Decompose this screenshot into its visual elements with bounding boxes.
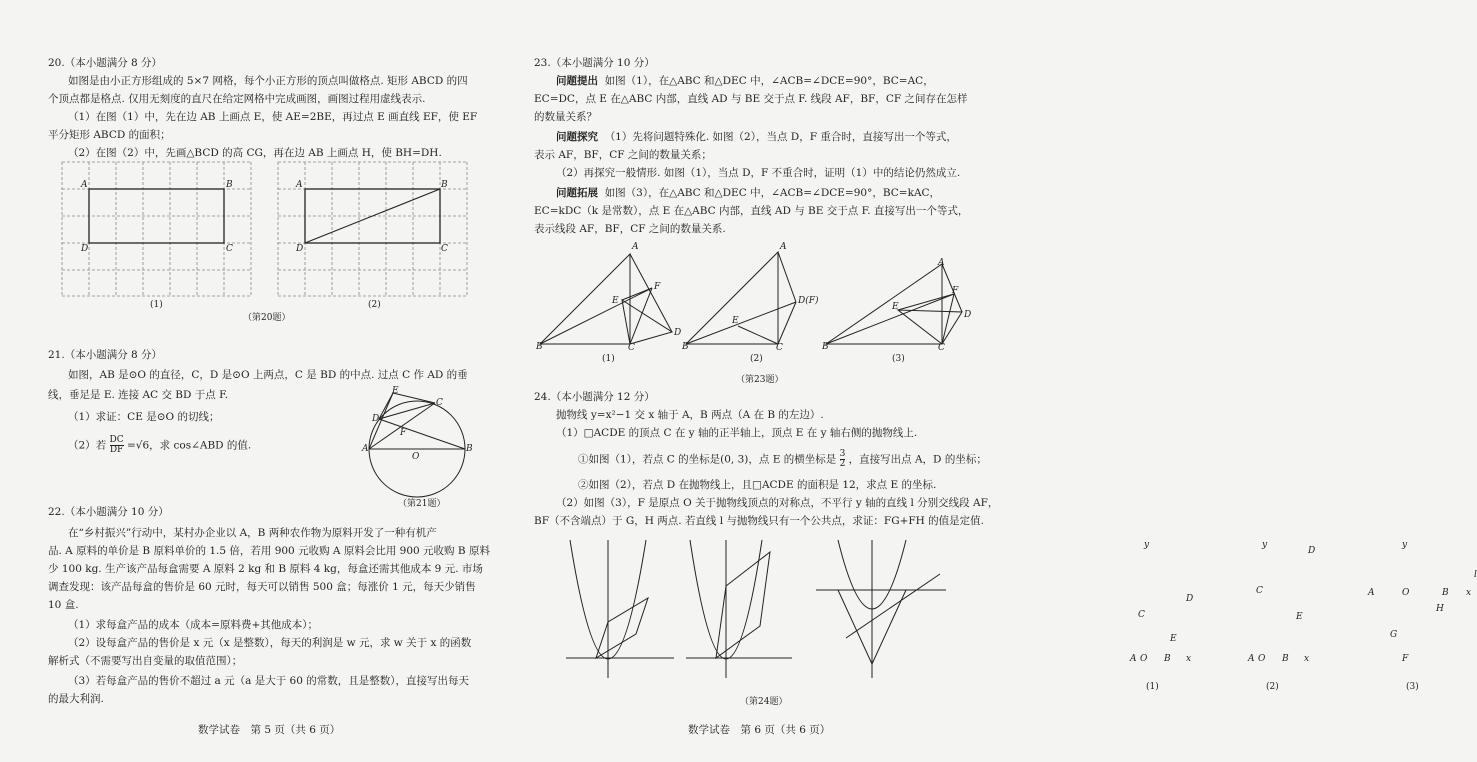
q22-text: （1）求每盒产品的成本（成本=原料费+其他成本）； — [68, 619, 319, 631]
point-label: C — [938, 343, 945, 353]
point-label: C — [1138, 610, 1145, 620]
figure-caption: (2) — [1266, 682, 1279, 692]
left-page — [0, 0, 540, 762]
fraction — [110, 436, 124, 455]
point-label: B — [682, 342, 689, 352]
q21-text: 如图，AB 是⊙O 的直径，C，D 是⊙O 上两点，C 是 BD 的中点. 过点 C 作 AD 的垂 — [68, 369, 468, 381]
q20-grid-figure-1 — [62, 162, 252, 298]
q23-text: （2）再探究一般情形. 如图（1），当点 D，F 不重合时，证明（1）中的结论仍然成立. — [556, 167, 961, 179]
point-label: O — [1140, 654, 1148, 664]
figure-caption: (2) — [750, 354, 763, 364]
q20-text: 如图是由小正方形组成的 5×7 网格，每个小正方形的顶点叫做格点. 矩形 ABCD 的四 — [68, 75, 468, 87]
q24-text: （2）如图（3），F 是原点 O 关于抛物线顶点的对称点，不平行 y 轴的直线 l 分别交线段 AF， — [556, 497, 999, 509]
point-label: E — [732, 316, 739, 326]
q20-header: 20.（本小题满分 8 分） — [48, 57, 163, 69]
point-label: B — [226, 180, 233, 190]
q20-grid-figure-2 — [278, 162, 468, 298]
point-label: F — [952, 286, 959, 296]
point-label: C — [441, 244, 448, 254]
axis-label: y — [1262, 540, 1268, 550]
point-label: A — [1368, 588, 1375, 598]
axis-label: x — [1186, 654, 1192, 664]
point-label: A — [81, 180, 88, 190]
point-label: C — [1256, 586, 1263, 596]
figure-caption: （第20题） — [243, 313, 291, 323]
q23-section-label: 问题拓展 — [556, 187, 598, 199]
point-label: A — [632, 242, 639, 252]
q24-text: （1）□ACDE 的顶点 C 在 y 轴的正半轴上，顶点 E 在 y 轴右侧的抛物线上. — [556, 427, 918, 439]
figure-caption: (2) — [368, 300, 381, 310]
fraction-numerator: 3 — [839, 449, 846, 459]
q23-section-label: 问题提出 — [556, 75, 598, 87]
point-label: B — [1164, 654, 1171, 664]
fraction-denominator: DF — [109, 445, 124, 455]
figure-caption: (1) — [1146, 682, 1159, 692]
q22-text: （2）设每盒产品的售价是 x 元（x 是整数），每天的利润是 w 元，求 w 关于 x 的函数 — [68, 637, 472, 649]
q24-text: ②如图（2），若点 D 在抛物线上，且□ACDE 的面积是 12，求点 E 的坐标. — [578, 479, 937, 491]
figure-caption: (1) — [602, 354, 615, 364]
q21-text: （1）求证：CE 是⊙O 的切线； — [68, 411, 220, 423]
point-label: B — [466, 444, 473, 454]
figure-caption: （第23题） — [736, 375, 784, 385]
point-label: A — [1130, 654, 1137, 664]
q23-text: 如图（3），在△ABC 和△DEC 中，∠ACB=∠DCE=90°，BC=kAC， — [604, 187, 941, 199]
point-label: G — [1390, 630, 1398, 640]
point-label: F — [1402, 654, 1409, 664]
q20-text: 平分矩形 ABCD 的面积； — [48, 129, 171, 141]
figure-caption: (3) — [892, 354, 905, 364]
point-label: O — [1402, 588, 1410, 598]
point-label: D — [81, 244, 89, 254]
q24-text: BF（不含端点）于 G，H 两点. 若直线 l 与抛物线只有一个公共点，求证：FG+FH 的值是定值. — [534, 515, 985, 527]
point-label: D(F) — [798, 296, 819, 306]
q21-circle-figure — [365, 385, 475, 495]
q22-text: 的最大利润. — [48, 693, 104, 705]
line-label: l — [1474, 570, 1477, 580]
point-label: O — [1258, 654, 1266, 664]
axis-label: x — [1466, 588, 1472, 598]
q20-text: 个顶点都是格点. 仅用无刻度的直尺在给定网格中完成画图，画图过程用虚线表示. — [48, 93, 426, 105]
point-label: A — [780, 242, 787, 252]
point-label: O — [412, 452, 420, 462]
q23-header: 23.（本小题满分 10 分） — [534, 57, 655, 69]
point-label: D — [674, 328, 682, 338]
axis-label: y — [1402, 540, 1408, 550]
q22-text: 10 盒. — [48, 599, 79, 611]
q22-text: 品. A 原料的单价是 B 原料单价的 1.5 倍，若用 900 元收购 A 原料会比用 900 元收购 B 原料 — [48, 545, 490, 557]
figure-caption: （第24题） — [740, 697, 788, 707]
q22-text: 解析式（不需要写出自变量的取值范围）； — [48, 655, 243, 667]
q22-header: 22.（本小题满分 10 分） — [48, 506, 169, 518]
point-label: A — [296, 180, 303, 190]
q23-text: 表示 AF，BF，CF 之间的数量关系； — [534, 149, 712, 161]
point-label: A — [1248, 654, 1255, 664]
q22-text: 调查发现：该产品每盒的售价是 60 元时，每天可以销售 500 盒；每涨价 1 元，每天少销售 — [48, 581, 476, 593]
q23-figure-3 — [826, 260, 976, 350]
q22-text: （3）若每盒产品的售价不超过 a 元（a 是大于 60 的常数，且是整数），直接写出每天 — [68, 675, 469, 687]
point-label: E — [1296, 612, 1303, 622]
point-label: F — [654, 282, 661, 292]
q20-text: （1）在图（1）中，先在边 AB 上画点 E，使 AE=2BE，再过点 E 画直线 EF，使 EF — [68, 111, 478, 123]
q21-text — [68, 436, 251, 455]
axis-label: x — [1304, 654, 1310, 664]
point-label: B — [1282, 654, 1289, 664]
page-footer: 数学试卷 第 6 页（共 6 页） — [688, 724, 831, 736]
q24-text: 抛物线 y=x²−1 交 x 轴于 A，B 两点（A 在 B 的左边）. — [556, 409, 824, 421]
point-label: E — [392, 386, 399, 396]
point-label: C — [776, 343, 783, 353]
point-label: C — [628, 343, 635, 353]
point-label: C — [436, 398, 443, 408]
q23-text: 表示线段 AF，BF，CF 之间的数量关系. — [534, 223, 726, 235]
q23-text: EC=DC，点 E 在△ABC 内部，直线 AD 与 BE 交于点 F. 线段 AF，BF，CF 之间存在怎样 — [534, 93, 968, 105]
q23-text — [556, 74, 934, 88]
q23-text: 如图（1），在△ABC 和△DEC 中，∠ACB=∠DCE=90°，BC=AC， — [604, 75, 934, 87]
q24-figure-3 — [816, 538, 956, 678]
q24-figure-2 — [686, 538, 796, 678]
point-label: D — [1308, 546, 1316, 556]
point-label: H — [1436, 604, 1444, 614]
page-footer: 数学试卷 第 5 页（共 6 页） — [198, 724, 341, 736]
fraction — [840, 450, 846, 469]
figure-caption: (3) — [1406, 682, 1419, 692]
point-label: E — [892, 302, 899, 312]
q21-text: 线，垂足是 E. 连接 AC 交 BD 于点 F. — [48, 389, 229, 401]
point-label: B — [822, 342, 829, 352]
point-label: E — [612, 296, 619, 306]
point-label: D — [372, 414, 380, 424]
point-label: E — [1170, 634, 1177, 644]
q22-text: 少 100 kg. 生产该产品每盒需要 A 原料 2 kg 和 B 原料 4 kg，每盒还需其他成本 9 元. 市场 — [48, 563, 483, 575]
q24-text-post: ，直接写出点 A，D 的坐标； — [848, 453, 987, 466]
q23-figure-1 — [540, 244, 680, 349]
q23-text: EC=kDC（k 是常数），点 E 在△ABC 内部，直线 AD 与 BE 交于点 F. 直接写出一个等式， — [534, 205, 969, 217]
point-label: D — [1186, 594, 1194, 604]
q23-text: 的数量关系？ — [534, 111, 597, 123]
point-label: D — [964, 310, 972, 320]
q23-text — [556, 130, 957, 144]
point-label: A — [362, 444, 369, 454]
q23-figure-2 — [686, 244, 819, 349]
q21-header: 21.（本小题满分 8 分） — [48, 349, 163, 361]
point-label: B — [441, 180, 448, 190]
point-label: B — [1442, 588, 1449, 598]
point-label: C — [226, 244, 233, 254]
fraction-numerator: DC — [109, 435, 124, 445]
point-label: B — [536, 342, 543, 352]
q24-figure-1 — [566, 538, 676, 678]
q21-text-pre: （2）若 — [68, 439, 107, 452]
q24-text-pre: ①如图（1），若点 C 的坐标是(0, 3)，点 E 的横坐标是 — [578, 453, 837, 466]
q24-header: 24.（本小题满分 12 分） — [534, 391, 655, 403]
q20-text: （2）在图（2）中，先画△BCD 的高 CG，再在边 AB 上画点 H，使 BH=DH. — [68, 147, 442, 159]
q23-text: （1）先将问题特殊化. 如图（2），当点 D，F 重合时，直接写出一个等式， — [604, 131, 957, 143]
point-label: D — [296, 244, 304, 254]
axis-label: y — [1144, 540, 1150, 550]
point-label: A — [938, 258, 945, 268]
figure-caption: (1) — [150, 300, 163, 310]
q21-text-post: =√6，求 cos∠ABD 的值. — [126, 439, 252, 452]
right-page — [534, 0, 1477, 762]
q22-text: 在“乡村振兴”行动中，某村办企业以 A，B 两种农作物为原料开发了一种有机产 — [68, 527, 437, 539]
fraction-denominator: 2 — [839, 459, 846, 469]
figure-caption: （第21题） — [398, 499, 446, 509]
q23-text — [556, 186, 940, 200]
q24-text — [578, 450, 987, 469]
q23-section-label: 问题探究 — [556, 131, 598, 143]
point-label: F — [400, 428, 407, 438]
